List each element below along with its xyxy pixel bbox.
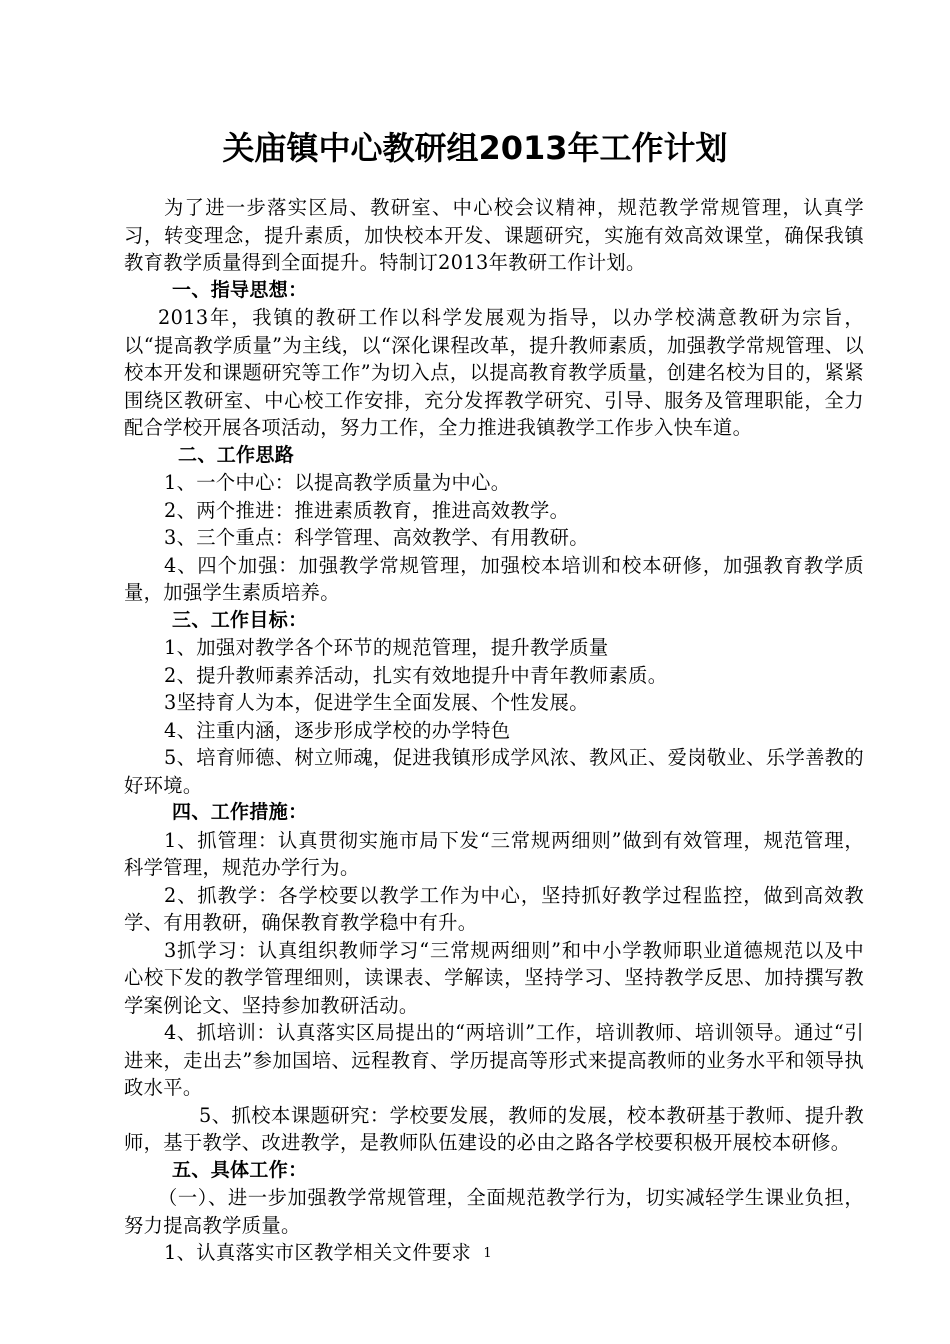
section-heading-work-approach: 二、工作思路 [178, 443, 295, 466]
specific-work-item: 1、认真落实市区教学相关文件要求 [164, 1241, 472, 1264]
work-goal-item: 2、提升教师素养活动，扎实有效地提升中青年教师素质。 [164, 663, 668, 687]
work-approach-item: 1、一个中心：以提高教学质量为中心。 [164, 471, 511, 494]
work-measure-item: 3抓学习：认真组织教师学习“三常规两细则”和中小学教师职业道德规范以及中心校下发的教学管理细则，读课表、学解读，坚持学习、坚持教学反思、加持撰写教学案例论文、坚持参加教研活动。 [124, 938, 864, 1017]
document-body [124, 194, 864, 1267]
page-number: 1 [483, 1246, 492, 1261]
work-measure-item: 4、抓培训：认真落实区局提出的“两培训”工作，培训教师、培训领导。通过“引进来，走出去”参加国培、远程教育、学历提高等形式来提高教师的业务水平和领导执政水平。 [124, 1021, 864, 1099]
section-heading-work-goals: 三、工作目标： [172, 608, 308, 631]
intro-paragraph: 为了进一步落实区局、教研室、中心校会议精神，规范教学常规管理，认真学习，转变理念，提升素质，加快校本开发、课题研究，实施有效高效课堂，确保我镇教育教学质量得到全面提升。特制订2013年教研工作计划。 [124, 196, 864, 274]
guiding-ideology-paragraph: 2013年，我镇的教研工作以科学发展观为指导，以办学校满意教研为宗旨，以“提高教学质量”为主线，以“深化课程改革，提升教师素质，加强教学常规管理、以校本开发和课题研究等工作”为切入点，以提高教育教学质量，创建名校为目的，紧紧围绕区教研室、中心校工作安排，充分发挥教学研究、引导、服务及管理职能，全力配合学校开展各项活动，努力工作，全力推进我镇教学工作步入快车道。 [124, 306, 864, 439]
work-approach-item: 3、三个重点：科学管理、高效教学、有用教研。 [164, 526, 589, 549]
specific-work-subheading: （一）、进一步加强教学常规管理，全面规范教学行为，切实减轻学生课业负担，努力提高教学质量。 [124, 1186, 864, 1237]
work-goal-item: 1、加强对教学各个环节的规范管理，提升教学质量 [164, 636, 609, 659]
work-goal-item: 3坚持育人为本，促进学生全面发展、个性发展。 [164, 691, 589, 714]
work-goal-item: 5、培育师德、树立师魂，促进我镇形成学风浓、教风正、爱岗敬业、乐学善教的好环境。 [124, 746, 864, 797]
work-measure-item: 5、抓校本课题研究：学校要发展，教师的发展，校本教研基于教师、提升教师，基于教学、改进教学，是教师队伍建设的必由之路各学校要积极开展校本研修。 [124, 1103, 864, 1154]
work-goal-item: 4、注重内涵，逐步形成学校的办学特色 [164, 718, 511, 742]
work-measure-item: 1、抓管理：认真贯彻实施市局下发“三常规两细则”做到有效管理，规范管理，科学管理，规范办学行为。 [124, 828, 864, 879]
work-approach-item: 4、四个加强：加强教学常规管理，加强校本培训和校本研修，加强教育教学质量，加强学生素质培养。 [124, 553, 864, 604]
work-measure-item: 2、抓教学：各学校要以教学工作为中心，坚持抓好教学过程监控，做到高效教学、有用教研，确保教育教学稳中有升。 [124, 883, 864, 934]
work-approach-item: 2、两个推进：推进素质教育，推进高效教学。 [164, 498, 570, 522]
document-title: 关庙镇中心教研组2013年工作计划 [222, 129, 728, 167]
section-heading-specific-work: 五、具体工作： [172, 1158, 308, 1181]
section-heading-work-measures: 四、工作措施： [172, 801, 308, 823]
section-heading-guiding-ideology: 一、指导思想： [172, 278, 308, 301]
